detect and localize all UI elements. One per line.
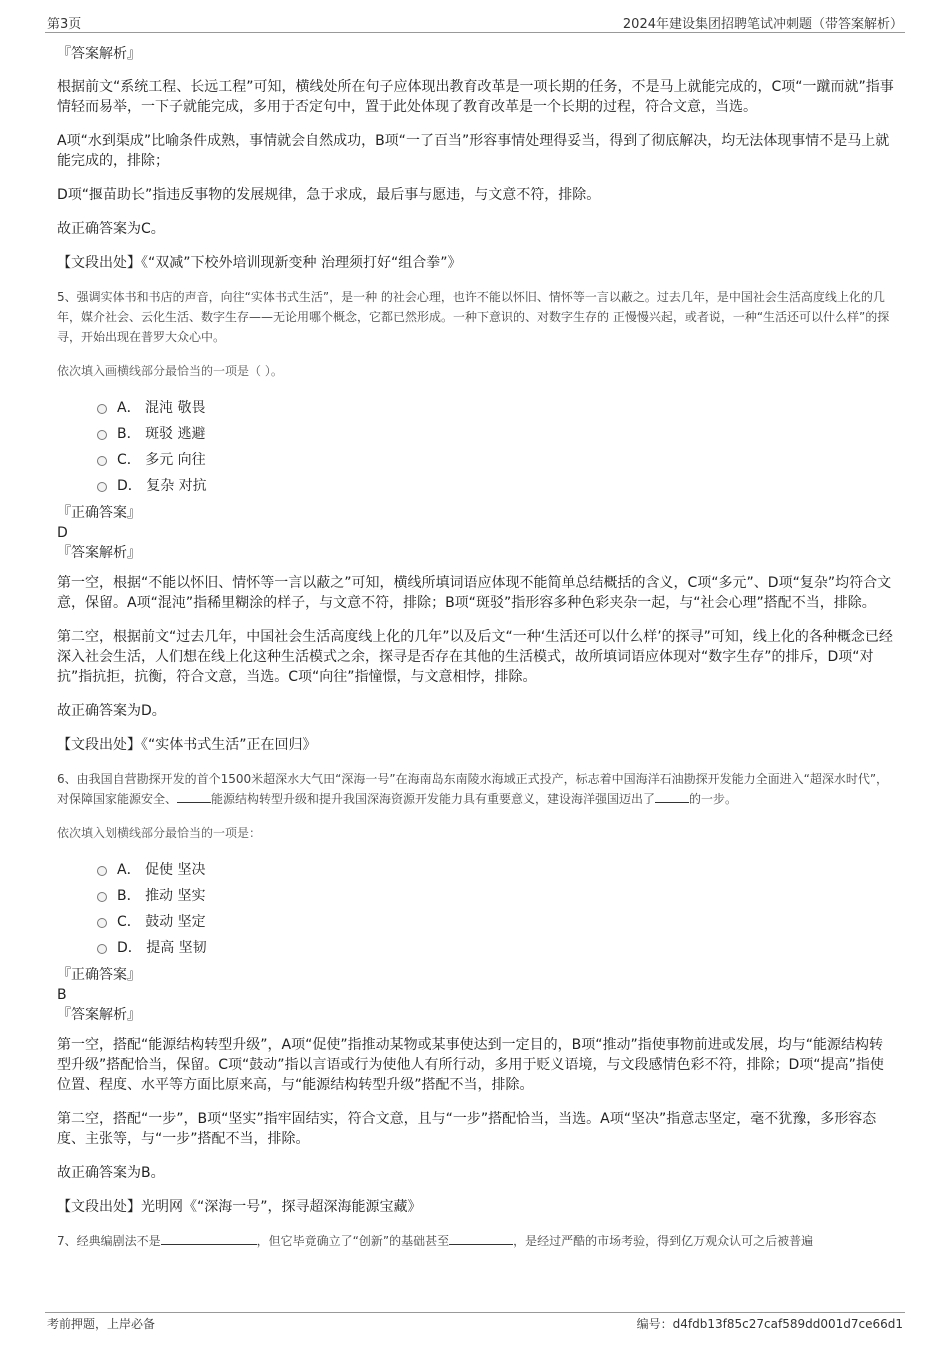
radio-icon[interactable] xyxy=(97,866,107,876)
source-citation: 【文段出处】《“双减”下校外培训现新变种 治理须打好“组合拳”》 xyxy=(57,255,462,271)
source-citation: 【文段出处】《“实体书式生活”正在回归》 xyxy=(57,737,317,753)
question-prompt: 依次填入划横线部分最恰当的一项是： xyxy=(57,826,262,840)
analysis-paragraph: 第一空，搭配“能源结构转型升级”，A项“促使”指推动某物或某事使达到一定目的，B项“推动”指使事物前进或发展，均与“能源结构转型升级”搭配恰当，保留。C项“鼓动”指以言语或行为使他人有所行动，多用于贬义语境，与文段感情色彩不符，排除；D项“提高”指使位置、程度、水平等方面比原来高，与“能源结构转型升级”搭配不当，排除。 xyxy=(57,1037,884,1093)
radio-icon[interactable] xyxy=(97,404,107,414)
radio-icon[interactable] xyxy=(97,430,107,440)
analysis-paragraph: 第二空，搭配“一步”，B项“坚实”指牢固结实，符合文意，且与“一步”搭配恰当，当选。A项“坚决”指意志坚定，毫不犹豫，多形容态度、主张等，与“一步”搭配不当，排除。 xyxy=(57,1111,877,1147)
question-text xyxy=(57,769,895,809)
answer-blank xyxy=(161,1232,257,1245)
answer-blank xyxy=(177,790,211,803)
answer-analysis-label: 『答案解析』 xyxy=(57,46,141,62)
question-prompt: 依次填入画横线部分最恰当的一项是（ ）。 xyxy=(57,364,283,378)
answer-analysis-label: 『答案解析』 xyxy=(57,1007,141,1023)
document-title: 2024年建设集团招聘笔试冲刺题（带答案解析） xyxy=(622,17,903,32)
correct-answer: D xyxy=(57,525,68,541)
radio-icon[interactable] xyxy=(97,892,107,902)
option-a[interactable] xyxy=(57,395,895,421)
question-text-part: ，但它毕竟确立了“创新”的基础甚至 xyxy=(256,1234,450,1248)
option-letter: A． xyxy=(117,400,141,416)
analysis-paragraph: 根据前文“系统工程、长远工程”可知，横线处所在句子应体现出教育改革是一项长期的任务，不是马上就能完成的，C项“一蹴而就”指事情轻而易举，一下子就能完成，多用于否定句中，置于此处体现了教育改革是一个长期的过程，符合文意，当选。 xyxy=(57,79,894,115)
page-number: 第3页 xyxy=(47,17,82,32)
radio-icon[interactable] xyxy=(97,456,107,466)
answer-conclusion: 故正确答案为C。 xyxy=(57,221,165,237)
option-letter: A． xyxy=(117,862,141,878)
document-body xyxy=(57,44,895,1251)
option-letter: B． xyxy=(117,426,141,442)
answer-blank xyxy=(655,790,689,803)
option-letter: C． xyxy=(117,914,141,930)
option-b[interactable] xyxy=(57,421,895,447)
analysis-paragraph: 第一空，根据“不能以怀旧、情怀等一言以蔽之”可知，横线所填词语应体现不能简单总结概括的含义，C项“多元”、D项“复杂”均符合文意，保留。A项“混沌”指稀里糊涂的样子，与文意不符，排除；B项“斑驳”指形容多种色彩夹杂一起，与“社会心理”搭配不当，排除。 xyxy=(57,575,892,611)
question-text-part: 6、由我国自营勘探开发的首个1500米超深水大气田“深海一号”在海南岛东南陵水海域正式投产，标志着中国海洋石油勘探开发能力全面进入“超深水时代”，对保障国家能源安全、 xyxy=(57,772,889,806)
document-id: 编号：d4fdb13f85c27caf589dd001d7ce66d1 xyxy=(636,1317,903,1331)
option-c[interactable] xyxy=(57,447,895,473)
question-text-part: 能源结构转型升级和提升我国深海资源开发能力具有重要意义，建设海洋强国迈出了 xyxy=(211,792,656,806)
question-text-part: 7、经典编剧法不是 xyxy=(57,1234,161,1248)
option-letter: B． xyxy=(117,888,141,904)
option-d[interactable] xyxy=(57,473,895,499)
option-text: 混沌 敬畏 xyxy=(145,400,206,416)
question-text-part: 的一步。 xyxy=(689,792,738,806)
option-letter: C． xyxy=(117,452,141,468)
source-citation: 【文段出处】光明网《“深海一号”，探寻超深海能源宝藏》 xyxy=(57,1199,422,1215)
option-text: 促使 坚决 xyxy=(145,862,206,878)
answer-analysis-label: 『答案解析』 xyxy=(57,545,141,561)
option-list xyxy=(57,857,895,961)
option-text: 鼓动 坚定 xyxy=(145,914,206,930)
question-text: 5、强调实体书和书店的声音，向往“实体书式生活”，是一种 的社会心理，也许不能以怀旧、情怀等一言以蔽之。过去几年，是中国社会生活高度线上化的几年，媒介社会、云化生活、数字生存——无论用哪个概念，它都已然形成。一种下意识的、对数字生存的 正慢慢兴起，或者说，一种“生活还可以什么样”的探寻，开始出现在普罗大众心中。 xyxy=(57,290,890,344)
radio-icon[interactable] xyxy=(97,482,107,492)
analysis-paragraph: D项“揠苗助长”指违反事物的发展规律，急于求成，最后事与愿违，与文意不符，排除。 xyxy=(57,187,601,203)
radio-icon[interactable] xyxy=(97,944,107,954)
page-footer xyxy=(45,1312,905,1333)
option-text: 斑驳 逃避 xyxy=(145,426,206,442)
answer-conclusion: 故正确答案为B。 xyxy=(57,1165,165,1181)
correct-answer-label: 『正确答案』 xyxy=(57,967,141,983)
question-text-part: ，是经过严酷的市场考验，得到亿万观众认可之后被普遍 xyxy=(513,1234,814,1248)
option-text: 推动 坚实 xyxy=(145,888,206,904)
option-b[interactable] xyxy=(57,883,895,909)
option-letter: D． xyxy=(117,478,142,494)
correct-answer: B xyxy=(57,987,67,1003)
answer-blank xyxy=(449,1232,513,1245)
option-text: 复杂 对抗 xyxy=(146,478,207,494)
answer-conclusion: 故正确答案为D。 xyxy=(57,703,166,719)
option-letter: D． xyxy=(117,940,142,956)
question-text xyxy=(57,1231,895,1251)
radio-icon[interactable] xyxy=(97,918,107,928)
footer-slogan: 考前押题，上岸必备 xyxy=(47,1317,156,1331)
analysis-paragraph: A项“水到渠成”比喻条件成熟，事情就会自然成功，B项“一了百当”形容事情处理得妥当，得到了彻底解决，均无法体现事情不是马上就能完成的，排除； xyxy=(57,133,890,169)
option-d[interactable] xyxy=(57,935,895,961)
option-list xyxy=(57,395,895,499)
option-text: 多元 向往 xyxy=(145,452,206,468)
analysis-paragraph: 第二空，根据前文“过去几年，中国社会生活高度线上化的几年”以及后文“一种‘生活还可以什么样’的探寻”可知，线上化的各种概念已经深入社会生活，人们想在线上化这种生活模式之余，探寻是否存在其他的生活模式，故所填词语应体现对“数字生存”的排斥，D项“对抗”指抗拒，抗衡，符合文意，当选。C项“向往”指憧憬，与文意相悖，排除。 xyxy=(57,629,893,685)
page-header xyxy=(45,10,905,33)
option-c[interactable] xyxy=(57,909,895,935)
option-a[interactable] xyxy=(57,857,895,883)
correct-answer-label: 『正确答案』 xyxy=(57,505,141,521)
option-text: 提高 坚韧 xyxy=(146,940,207,956)
